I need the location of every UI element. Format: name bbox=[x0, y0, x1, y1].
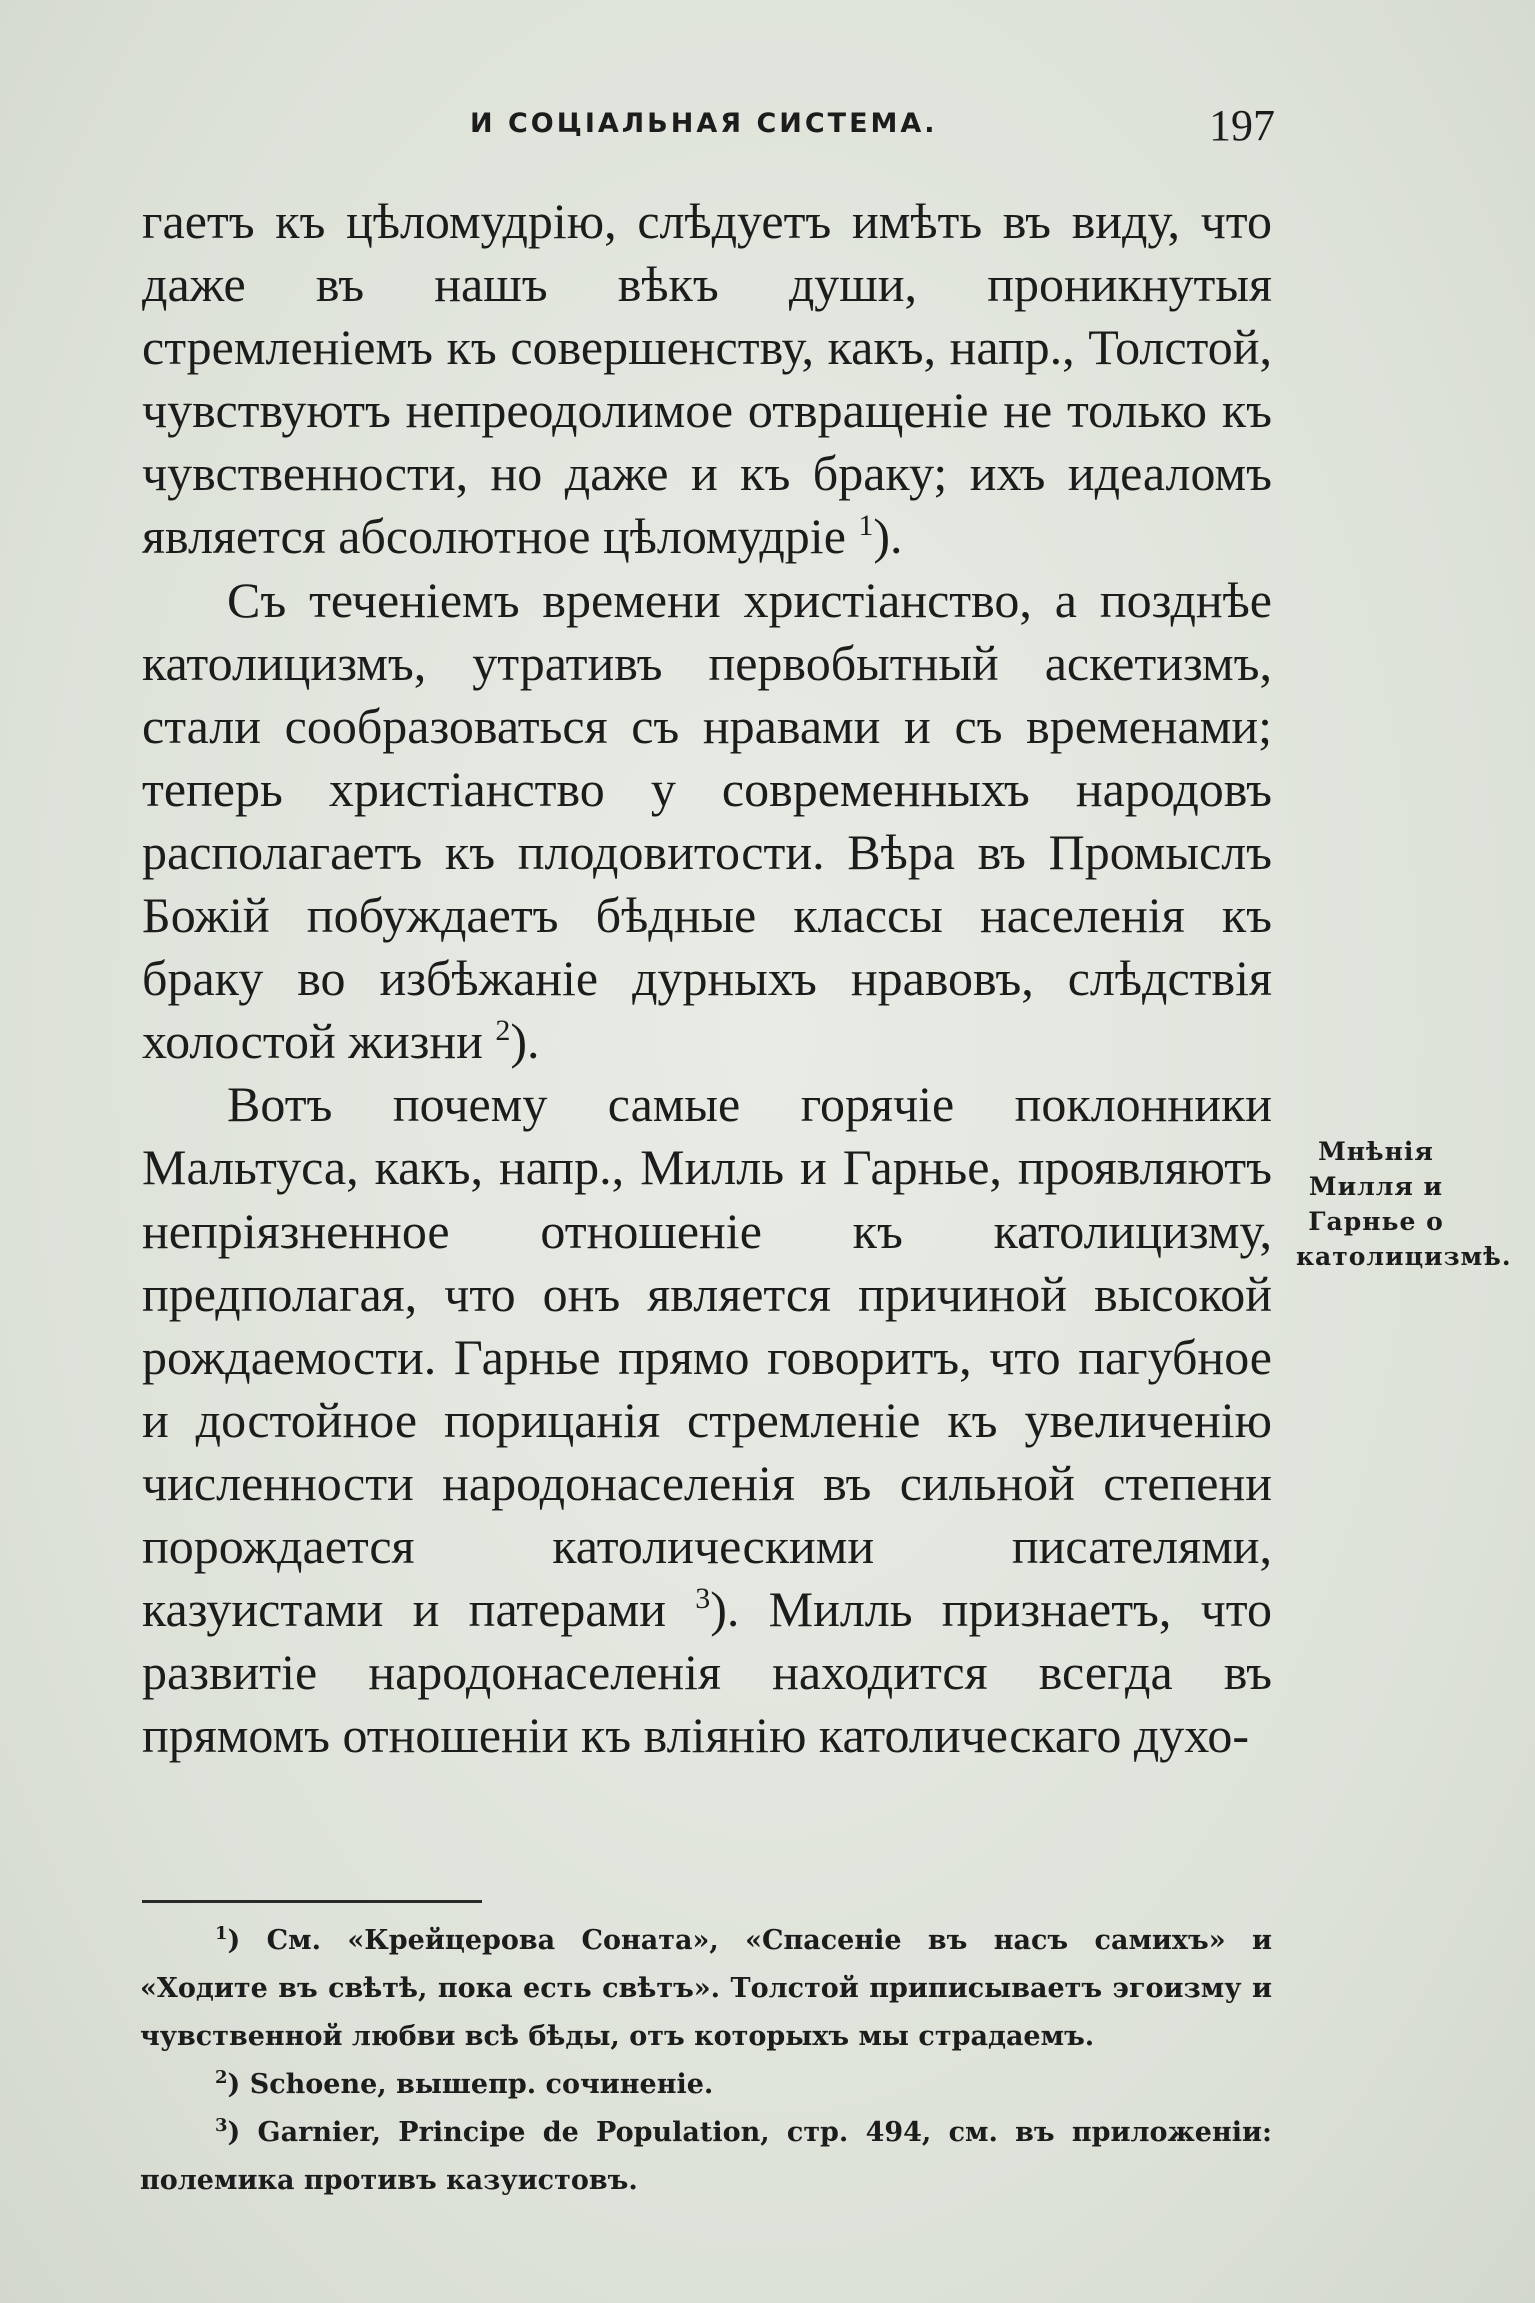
paragraph bbox=[142, 569, 1272, 1074]
paragraph-text: гаетъ къ цѣломудрію, слѣдуетъ имѣть въ виду, что даже въ нашъ вѣкъ души, проникнутыя стремленіемъ къ совершенству, какъ, напр., Толстой, чувствуютъ непреодолимое отвращеніе не только къ чувственности, но даже и къ браку; ихъ идеаломъ является абсолютное цѣломудріе bbox=[142, 193, 1272, 565]
paragraph-text: Вотъ почему самые горячіе поклонники Мальтуса, какъ, напр., Милль и Гарнье, проявляютъ непріязненное отношеніе къ католицизму, предполагая, что онъ является причиной высокой рождаемости. Гарнье прямо говоритъ, что пагубное и достойное порицанія стремленіе къ увеличенію численности народонаселенія въ сильной степени порождается католическими писателями, казуистами и патерами bbox=[142, 1076, 1272, 1638]
footnote-text: ) Garnier, Principe de Population, стр. 494, см. въ приложеніи: полемика противъ казуистовъ. bbox=[140, 2117, 1272, 2196]
paragraph-tail: ). Милль признаетъ, что развитіе народонаселенія находится всегда въ прямомъ отношеніи къ вліянію католическаго духо- bbox=[142, 1581, 1272, 1764]
footnote-divider bbox=[142, 1900, 482, 1903]
main-text bbox=[142, 190, 1272, 1767]
footnote-reference: 2 bbox=[495, 1014, 511, 1048]
paragraph-text: Съ теченіемъ времени христіанство, а позднѣе католицизмъ, утративъ первобытный аскетизмъ, стали сообразоваться съ нравами и съ временами; теперь христіанство у современныхъ народовъ располагаетъ къ плодовитости. Вѣра въ Промыслъ Божій побуждаетъ бѣдные классы населенія къ браку во избѣжаніе дурныхъ нравовъ, слѣдствія холостой жизни bbox=[142, 571, 1272, 1070]
footnote bbox=[140, 1917, 1272, 2061]
footnote-text: ) Schoene, вышепр. сочиненіе. bbox=[227, 2069, 714, 2100]
footnotes bbox=[140, 1917, 1272, 2205]
footnote-text: ) См. «Крейцерова Соната», «Спасеніе въ насъ самихъ» и «Ходите въ свѣтѣ, пока есть свѣтъ». Толстой приписываетъ эгоизму и чувственной любви всѣ бѣды, отъ которыхъ мы страдаемъ. bbox=[140, 1925, 1272, 2052]
footnote-marker: 3 bbox=[215, 2115, 228, 2136]
paragraph-tail: ). bbox=[873, 508, 903, 565]
running-head bbox=[140, 100, 1275, 150]
footnote-marker: 1 bbox=[215, 1923, 228, 1944]
paragraph-tail: ). bbox=[510, 1013, 540, 1070]
page-number: 197 bbox=[1209, 101, 1275, 150]
marginal-note: Мнѣнія Милля и Гарнье о католицизмѣ. bbox=[1296, 1137, 1512, 1271]
paragraph bbox=[142, 1073, 1272, 1767]
footnote-reference: 1 bbox=[858, 509, 874, 543]
footnote bbox=[140, 2109, 1272, 2205]
footnote-marker: 2 bbox=[215, 2067, 228, 2088]
running-head-title: И СОЦІАЛЬНАЯ СИСТЕМА. bbox=[470, 108, 938, 139]
footnote bbox=[140, 2061, 1272, 2109]
paragraph bbox=[142, 190, 1272, 569]
footnote-reference: 3 bbox=[695, 1582, 711, 1616]
